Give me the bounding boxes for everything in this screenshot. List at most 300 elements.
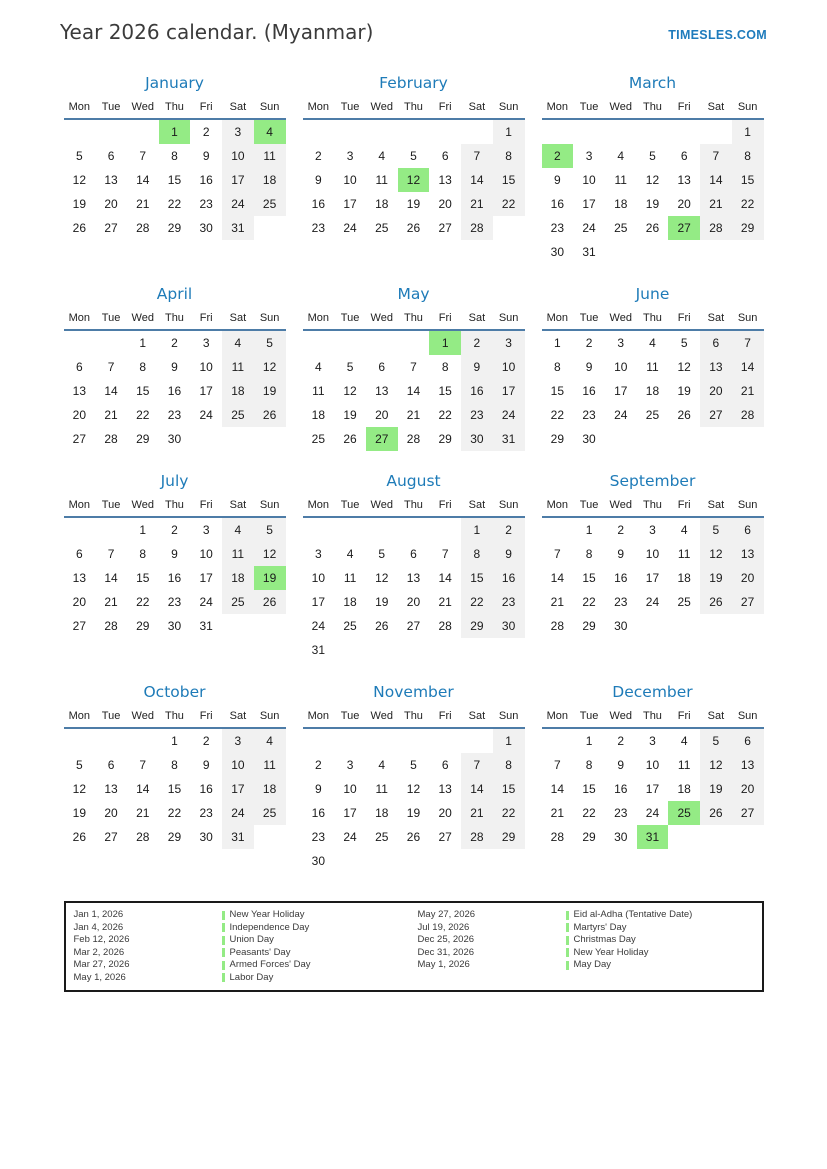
- day-cell: 24: [343, 221, 357, 235]
- weekday-label: Sat: [700, 708, 732, 728]
- day-cell-holiday: 4: [254, 119, 286, 144]
- day-cell: 8: [139, 547, 147, 561]
- day-cell: 2: [315, 758, 322, 772]
- empty-cell: [127, 728, 159, 753]
- legend-holiday-text: Peasants' Day: [229, 946, 291, 958]
- month-title-january[interactable]: January: [145, 74, 204, 92]
- day-cell: 19: [406, 806, 421, 820]
- day-cell: 6: [107, 758, 115, 772]
- day-cell: 6: [76, 360, 83, 374]
- weekday-label: Mon: [542, 497, 574, 517]
- day-cell: 29: [493, 825, 525, 849]
- weekday-label: Sun: [254, 310, 286, 330]
- day-cell-holiday: 27: [366, 427, 398, 451]
- day-cell: 17: [199, 571, 213, 585]
- day-cell: 15: [136, 571, 150, 585]
- day-cell: 11: [614, 173, 627, 187]
- day-cell: 20: [104, 197, 118, 211]
- day-cell: 15: [167, 173, 182, 187]
- day-cell: 14: [461, 777, 493, 801]
- day-cell: 20: [700, 379, 732, 403]
- month-table: [542, 99, 764, 264]
- month-july: [64, 472, 286, 638]
- day-cell: 24: [343, 830, 357, 844]
- month-title-september[interactable]: September: [609, 472, 696, 490]
- day-cell: 24: [645, 806, 660, 820]
- day-cell: 3: [585, 149, 593, 163]
- weekday-label: Wed: [605, 708, 637, 728]
- day-cell: 23: [582, 408, 596, 422]
- empty-cell: [605, 119, 637, 144]
- legend-holiday-text: Armed Forces' Day: [229, 959, 311, 970]
- day-cell: 18: [375, 806, 389, 820]
- weekday-label: Mon: [542, 310, 574, 330]
- day-cell: 13: [72, 571, 87, 585]
- day-cell: 9: [617, 758, 625, 772]
- month-title-october[interactable]: October: [143, 683, 206, 701]
- empty-cell: [64, 119, 96, 144]
- day-cell: 14: [550, 571, 565, 585]
- month-table: [542, 310, 764, 451]
- day-cell: 31: [582, 245, 596, 259]
- day-cell: 22: [582, 595, 596, 609]
- day-cell: 13: [72, 384, 87, 398]
- holiday-marker: [222, 973, 225, 982]
- empty-cell: [254, 216, 286, 240]
- weekday-label: Mon: [64, 310, 96, 330]
- weekday-label: Thu: [398, 310, 430, 330]
- day-cell: 15: [167, 782, 182, 796]
- empty-cell: [429, 638, 461, 662]
- day-cell: 17: [311, 595, 326, 609]
- site-link[interactable]: TIMESLES.COM: [668, 28, 767, 42]
- day-cell: 13: [700, 355, 732, 379]
- weekday-label: Sat: [700, 310, 732, 330]
- weekday-label: Sun: [254, 708, 286, 728]
- day-cell: 8: [732, 144, 764, 168]
- day-cell: 2: [202, 734, 210, 748]
- empty-cell: [254, 614, 286, 638]
- weekday-label: Sat: [461, 99, 493, 119]
- day-cell: 20: [732, 566, 764, 590]
- day-cell: 16: [550, 197, 565, 211]
- empty-cell: [64, 728, 96, 753]
- empty-cell: [605, 427, 637, 451]
- day-cell: 28: [406, 432, 421, 446]
- legend-holiday-label: [566, 934, 762, 947]
- weekday-label: Wed: [127, 99, 159, 119]
- day-cell: 9: [493, 542, 525, 566]
- day-cell: 22: [438, 408, 452, 422]
- month-title-march[interactable]: March: [628, 74, 677, 92]
- day-cell: 4: [378, 149, 386, 163]
- day-cell: 9: [202, 758, 210, 772]
- day-cell: 19: [700, 566, 732, 590]
- day-cell: 21: [136, 806, 150, 820]
- day-cell: 17: [222, 168, 254, 192]
- day-cell: 18: [222, 379, 254, 403]
- empty-cell: [461, 638, 493, 662]
- day-cell: 16: [311, 806, 326, 820]
- day-cell: 4: [680, 523, 688, 537]
- day-cell: 11: [254, 144, 286, 168]
- weekday-label: Wed: [127, 310, 159, 330]
- empty-cell: [334, 849, 366, 873]
- empty-cell: [95, 728, 127, 753]
- month-title-may[interactable]: May: [397, 285, 430, 303]
- day-cell: 25: [254, 801, 286, 825]
- month-table: [542, 708, 764, 849]
- day-cell: 28: [700, 216, 732, 240]
- weekday-label: Fri: [668, 497, 700, 517]
- weekday-label: Mon: [64, 497, 96, 517]
- day-cell: 15: [550, 384, 565, 398]
- empty-cell: [64, 330, 96, 355]
- month-title-june[interactable]: June: [635, 285, 670, 303]
- empty-cell: [732, 427, 764, 451]
- day-cell: 17: [493, 379, 525, 403]
- weekday-label: Mon: [64, 99, 96, 119]
- legend-date: Jan 4, 2026: [73, 921, 124, 933]
- empty-cell: [334, 330, 366, 355]
- day-cell: 13: [104, 173, 118, 187]
- day-cell: 20: [677, 197, 691, 211]
- weekday-label: Sun: [254, 497, 286, 517]
- empty-cell: [429, 849, 461, 873]
- month-october: [64, 683, 286, 849]
- day-cell: 30: [582, 432, 596, 446]
- weekday-label: Tue: [334, 99, 366, 119]
- day-cell: 9: [171, 547, 178, 561]
- weekday-label: Fri: [429, 99, 461, 119]
- weekday-label: Sun: [732, 708, 764, 728]
- empty-cell: [366, 728, 398, 753]
- weekday-label: Thu: [159, 99, 191, 119]
- day-cell: 21: [550, 806, 565, 820]
- day-cell: 9: [461, 355, 493, 379]
- holiday-marker: [222, 948, 225, 957]
- day-cell: 22: [167, 197, 182, 211]
- day-cell: 15: [438, 384, 452, 398]
- empty-cell: [334, 517, 366, 542]
- day-cell: 12: [700, 542, 732, 566]
- empty-cell: [461, 728, 493, 753]
- day-cell: 5: [680, 336, 688, 350]
- day-cell: 12: [254, 355, 286, 379]
- legend-column: [74, 909, 418, 984]
- day-cell: 8: [441, 360, 449, 374]
- empty-cell: [254, 825, 286, 849]
- weekday-label: Tue: [573, 497, 605, 517]
- empty-cell: [637, 614, 669, 638]
- day-cell: 5: [410, 149, 417, 163]
- day-cell: 1: [585, 734, 593, 748]
- empty-cell: [334, 638, 366, 662]
- day-cell: 23: [550, 221, 565, 235]
- day-cell: 11: [343, 571, 357, 585]
- day-cell: 16: [167, 384, 182, 398]
- day-cell: 26: [72, 221, 87, 235]
- day-cell-holiday: 1: [429, 330, 461, 355]
- day-cell: 5: [700, 517, 732, 542]
- day-cell: 25: [254, 192, 286, 216]
- day-cell: 17: [582, 197, 596, 211]
- legend-holiday-text: New Year Holiday: [229, 909, 305, 920]
- day-cell: 26: [375, 619, 389, 633]
- day-cell: 4: [222, 330, 254, 355]
- empty-cell: [542, 119, 574, 144]
- day-cell: 15: [136, 384, 150, 398]
- legend-holiday-label: [222, 922, 418, 935]
- month-table: [64, 310, 286, 451]
- day-cell: 14: [700, 168, 732, 192]
- empty-cell: [700, 825, 732, 849]
- legend-date: Jul 19, 2026: [417, 921, 470, 933]
- empty-cell: [700, 119, 732, 144]
- empty-cell: [637, 427, 669, 451]
- legend-column: [418, 909, 762, 984]
- day-cell: 30: [550, 245, 565, 259]
- day-cell: 3: [493, 330, 525, 355]
- weekday-label: Thu: [637, 310, 669, 330]
- day-cell: 17: [614, 384, 628, 398]
- day-cell: 1: [139, 336, 147, 350]
- day-cell: 4: [346, 547, 354, 561]
- empty-cell: [493, 638, 525, 662]
- holiday-marker: [222, 911, 225, 920]
- day-cell: 26: [406, 221, 421, 235]
- empty-cell: [605, 240, 637, 264]
- day-cell: 14: [136, 173, 150, 187]
- day-cell: 24: [199, 595, 213, 609]
- day-cell: 13: [438, 173, 452, 187]
- day-cell: 12: [406, 782, 421, 796]
- day-cell: 7: [732, 330, 764, 355]
- weekday-label: Mon: [64, 708, 96, 728]
- day-cell: 9: [617, 547, 625, 561]
- month-table: [303, 497, 525, 662]
- day-cell: 11: [222, 355, 254, 379]
- legend-date: Mar 2, 2026: [73, 946, 125, 958]
- day-cell: 25: [375, 221, 389, 235]
- day-cell: 10: [645, 758, 660, 772]
- day-cell: 22: [493, 801, 525, 825]
- day-cell: 7: [554, 547, 561, 561]
- legend-holiday-label: [222, 972, 418, 985]
- day-cell: 21: [700, 192, 732, 216]
- day-cell: 8: [493, 753, 525, 777]
- day-cell: 16: [199, 173, 213, 187]
- month-table: [64, 497, 286, 638]
- day-cell: 17: [645, 782, 660, 796]
- holiday-marker: [222, 961, 225, 970]
- empty-cell: [637, 240, 669, 264]
- day-cell: 23: [614, 806, 628, 820]
- day-cell: 21: [136, 197, 150, 211]
- day-cell: 12: [645, 173, 660, 187]
- legend-date: May 1, 2026: [73, 971, 126, 983]
- month-may: [303, 285, 525, 451]
- day-cell: 29: [167, 221, 182, 235]
- day-cell: 7: [410, 360, 417, 374]
- day-cell-holiday: 25: [668, 801, 700, 825]
- month-title-november[interactable]: November: [373, 683, 454, 701]
- weekday-label: Tue: [334, 708, 366, 728]
- day-cell: 26: [254, 590, 286, 614]
- day-cell: 11: [254, 753, 286, 777]
- day-cell: 10: [343, 782, 357, 796]
- month-april: [64, 285, 286, 451]
- day-cell: 20: [438, 806, 452, 820]
- day-cell: 14: [136, 782, 150, 796]
- day-cell: 1: [493, 728, 525, 753]
- day-cell: 25: [677, 595, 691, 609]
- day-cell-holiday: 31: [637, 825, 669, 849]
- day-cell: 23: [614, 595, 628, 609]
- day-cell: 26: [72, 830, 87, 844]
- day-cell: 7: [107, 360, 115, 374]
- empty-cell: [398, 728, 430, 753]
- day-cell: 5: [410, 758, 417, 772]
- month-title-february[interactable]: February: [379, 74, 448, 92]
- day-cell: 7: [139, 758, 147, 772]
- weekday-label: Sun: [732, 497, 764, 517]
- day-cell: 21: [461, 801, 493, 825]
- month-january: [64, 74, 286, 240]
- month-title-july[interactable]: July: [160, 472, 189, 490]
- empty-cell: [637, 119, 669, 144]
- day-cell: 27: [406, 619, 421, 633]
- day-cell: 26: [700, 801, 732, 825]
- day-cell: 3: [315, 547, 322, 561]
- empty-cell: [700, 240, 732, 264]
- day-cell: 21: [406, 408, 421, 422]
- day-cell: 14: [550, 782, 565, 796]
- day-cell: 7: [107, 547, 115, 561]
- day-cell: 19: [343, 408, 357, 422]
- weekday-label: Thu: [159, 708, 191, 728]
- day-cell: 6: [107, 149, 115, 163]
- month-title-august[interactable]: August: [386, 472, 441, 490]
- month-september: [542, 472, 764, 638]
- day-cell: 6: [441, 149, 449, 163]
- day-cell: 2: [585, 336, 593, 350]
- day-cell: 27: [700, 403, 732, 427]
- day-cell: 10: [343, 173, 357, 187]
- weekday-label: Thu: [398, 708, 430, 728]
- day-cell: 30: [311, 854, 326, 868]
- day-cell: 16: [311, 197, 326, 211]
- empty-cell: [461, 119, 493, 144]
- month-june: [542, 285, 764, 451]
- day-cell: 23: [311, 830, 326, 844]
- day-cell: 17: [222, 777, 254, 801]
- weekday-label: Thu: [398, 99, 430, 119]
- day-cell: 7: [461, 753, 493, 777]
- weekday-label: Mon: [542, 708, 574, 728]
- day-cell: 3: [649, 734, 656, 748]
- empty-cell: [493, 216, 525, 240]
- empty-cell: [668, 427, 700, 451]
- empty-cell: [190, 427, 222, 451]
- weekday-label: Wed: [605, 310, 637, 330]
- day-cell: 4: [617, 149, 625, 163]
- weekday-label: Tue: [95, 497, 127, 517]
- weekday-label: Thu: [637, 497, 669, 517]
- day-cell: 16: [614, 782, 628, 796]
- day-cell: 15: [493, 168, 525, 192]
- weekday-label: Fri: [668, 708, 700, 728]
- legend-holiday-text: Union Day: [229, 934, 274, 945]
- day-cell: 5: [378, 547, 386, 561]
- day-cell: 5: [254, 330, 286, 355]
- day-cell: 23: [199, 197, 213, 211]
- day-cell: 10: [311, 571, 326, 585]
- day-cell: 29: [550, 432, 565, 446]
- day-cell: 25: [222, 403, 254, 427]
- day-cell: 26: [645, 221, 660, 235]
- day-cell: 26: [343, 432, 357, 446]
- calendar-grid: [64, 74, 764, 873]
- empty-cell: [700, 427, 732, 451]
- day-cell: 1: [171, 734, 178, 748]
- day-cell: 1: [493, 119, 525, 144]
- day-cell: 9: [315, 782, 322, 796]
- day-cell: 23: [167, 408, 182, 422]
- day-cell: 29: [438, 432, 452, 446]
- legend-holiday-label: [566, 922, 762, 935]
- day-cell: 6: [410, 547, 417, 561]
- weekday-label: Sun: [254, 99, 286, 119]
- day-cell: 10: [645, 547, 660, 561]
- weekday-label: Mon: [303, 708, 335, 728]
- day-cell: 18: [254, 168, 286, 192]
- page-header: [0, 0, 827, 44]
- month-title-april[interactable]: April: [156, 285, 193, 303]
- day-cell: 4: [222, 517, 254, 542]
- weekday-label: Fri: [190, 99, 222, 119]
- day-cell: 23: [167, 595, 182, 609]
- empty-cell: [668, 825, 700, 849]
- empty-cell: [398, 119, 430, 144]
- month-table: [303, 99, 525, 240]
- day-cell: 27: [104, 830, 118, 844]
- legend-holiday-label: [222, 959, 418, 972]
- day-cell: 21: [104, 408, 118, 422]
- day-cell: 17: [199, 384, 213, 398]
- month-table: [303, 708, 525, 873]
- day-cell-holiday: 27: [668, 216, 700, 240]
- day-cell: 30: [199, 830, 213, 844]
- day-cell: 8: [171, 149, 178, 163]
- day-cell: 23: [493, 590, 525, 614]
- day-cell: 3: [649, 523, 656, 537]
- month-title-december[interactable]: December: [612, 683, 693, 701]
- day-cell: 25: [343, 619, 357, 633]
- empty-cell: [366, 638, 398, 662]
- day-cell: 29: [582, 619, 596, 633]
- day-cell: 12: [700, 753, 732, 777]
- day-cell: 18: [645, 384, 660, 398]
- month-table: [303, 310, 525, 451]
- day-cell: 9: [554, 173, 561, 187]
- day-cell: 16: [614, 571, 628, 585]
- day-cell: 13: [438, 782, 452, 796]
- empty-cell: [573, 119, 605, 144]
- day-cell: 24: [614, 408, 628, 422]
- day-cell: 30: [614, 830, 628, 844]
- day-cell: 27: [732, 590, 764, 614]
